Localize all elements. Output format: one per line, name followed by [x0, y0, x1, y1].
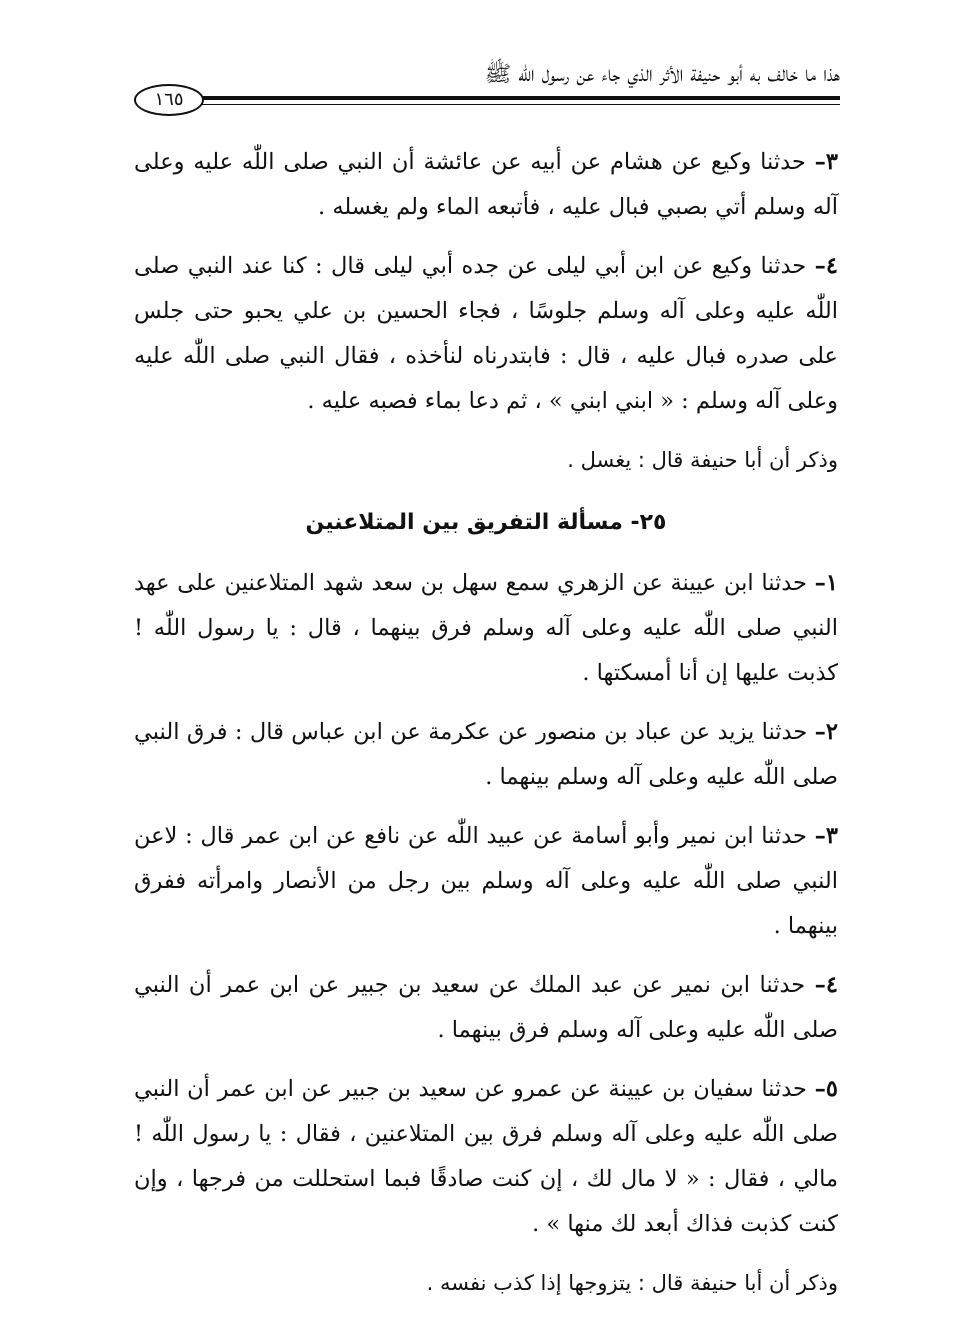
- page-number: ١٦٥: [134, 84, 204, 116]
- hadith-paragraph: [134, 244, 838, 424]
- hadith-number: ٥–: [814, 1076, 838, 1102]
- hadith-number: ١–: [814, 570, 838, 596]
- hadith-paragraph: [134, 814, 838, 949]
- hadith-number: ٤–: [814, 972, 838, 998]
- hadith-number: ٢–: [814, 719, 838, 745]
- hadith-text: حدثنا ابن نمير وأبو أسامة عن عبيد اللّٰه عن نافع عن ابن عمر قال : لاعن النبي صلى اللّٰه عليه وعلى آله وسلم بين رجل من الأنصار وامرأته ففرق بينهما .: [134, 823, 838, 939]
- hadith-paragraph: [134, 710, 838, 800]
- running-header-title: هذا ما خالف به أبو حنيفة الأثر الذي جاء عن رسول اللّٰه ﷺ: [484, 62, 840, 87]
- abu-hanifa-note: وذكر أن أبا حنيفة قال : يغسل .: [567, 448, 838, 472]
- hadith-text: حدثنا وكيع عن هشام عن أبيه عن عائشة أن النبي صلى اللّٰه عليه وعلى آله وسلم أتي بصبي فبال عليه ، فأتبعه الماء ولم يغسله .: [134, 149, 838, 220]
- hadith-number: ٣–: [814, 823, 838, 849]
- hadith-text: حدثنا ابن نمير عن عبد الملك عن سعيد بن جبير عن ابن عمر أن النبي صلى اللّٰه عليه وعلى آله وسلم فرق بينهما .: [134, 972, 838, 1043]
- abu-hanifa-note: وذكر أن أبا حنيفة قال : يتزوجها إذا كذب نفسه .: [426, 1271, 838, 1295]
- page-body: [134, 140, 838, 1326]
- hadith-paragraph: [134, 963, 838, 1053]
- hadith-paragraph: [134, 140, 838, 230]
- hadith-number: ٣–: [814, 149, 838, 175]
- header-rule: [200, 96, 840, 100]
- hadith-text: حدثنا وكيع عن ابن أبي ليلى عن جده أبي ليلى قال : كنا عند النبي صلى اللّٰه عليه وعلى آله وسلم جلوسًا ، فجاء الحسين بن علي يحبو حتى جلس على صدره فبال عليه ، قال : فابتدرناه لنأخذه ، فقال النبي صلى اللّٰه عليه وعلى آله وسلم : « ابني ابني » ، ثم دعا بماء فصبه عليه .: [134, 253, 838, 414]
- hadith-text: حدثنا ابن عيينة عن الزهري سمع سهل بن سعد شهد المتلاعنين على عهد النبي صلى اللّٰه عليه وعلى آله وسلم فرق بينهما ، قال : يا رسول اللّٰه ! كذبت عليها إن أنا أمسكتها .: [134, 570, 838, 686]
- section-title: ٢٥- مسألة التفريق بين المتلاعنين: [305, 510, 667, 535]
- hadith-number: ٤–: [814, 253, 838, 279]
- hadith-paragraph: [134, 1067, 838, 1247]
- hadith-text: حدثنا سفيان بن عيينة عن عمرو عن سعيد بن جبير عن ابن عمر أن النبي صلى اللّٰه عليه وعلى آله وسلم فرق بين المتلاعنين ، فقال : يا رسول اللّٰه ! مالي ، فقال : « لا مال لك ، إن كنت صادقًا فبما استحللت من فرجها ، وإن كنت كذبت فذاك أبعد لك منها » .: [134, 1076, 838, 1237]
- hadith-text: حدثنا يزيد عن عباد بن منصور عن عكرمة عن ابن عباس قال : فرق النبي صلى اللّٰه عليه وعلى آله وسلم بينهما .: [134, 719, 838, 790]
- hadith-paragraph: [134, 561, 838, 696]
